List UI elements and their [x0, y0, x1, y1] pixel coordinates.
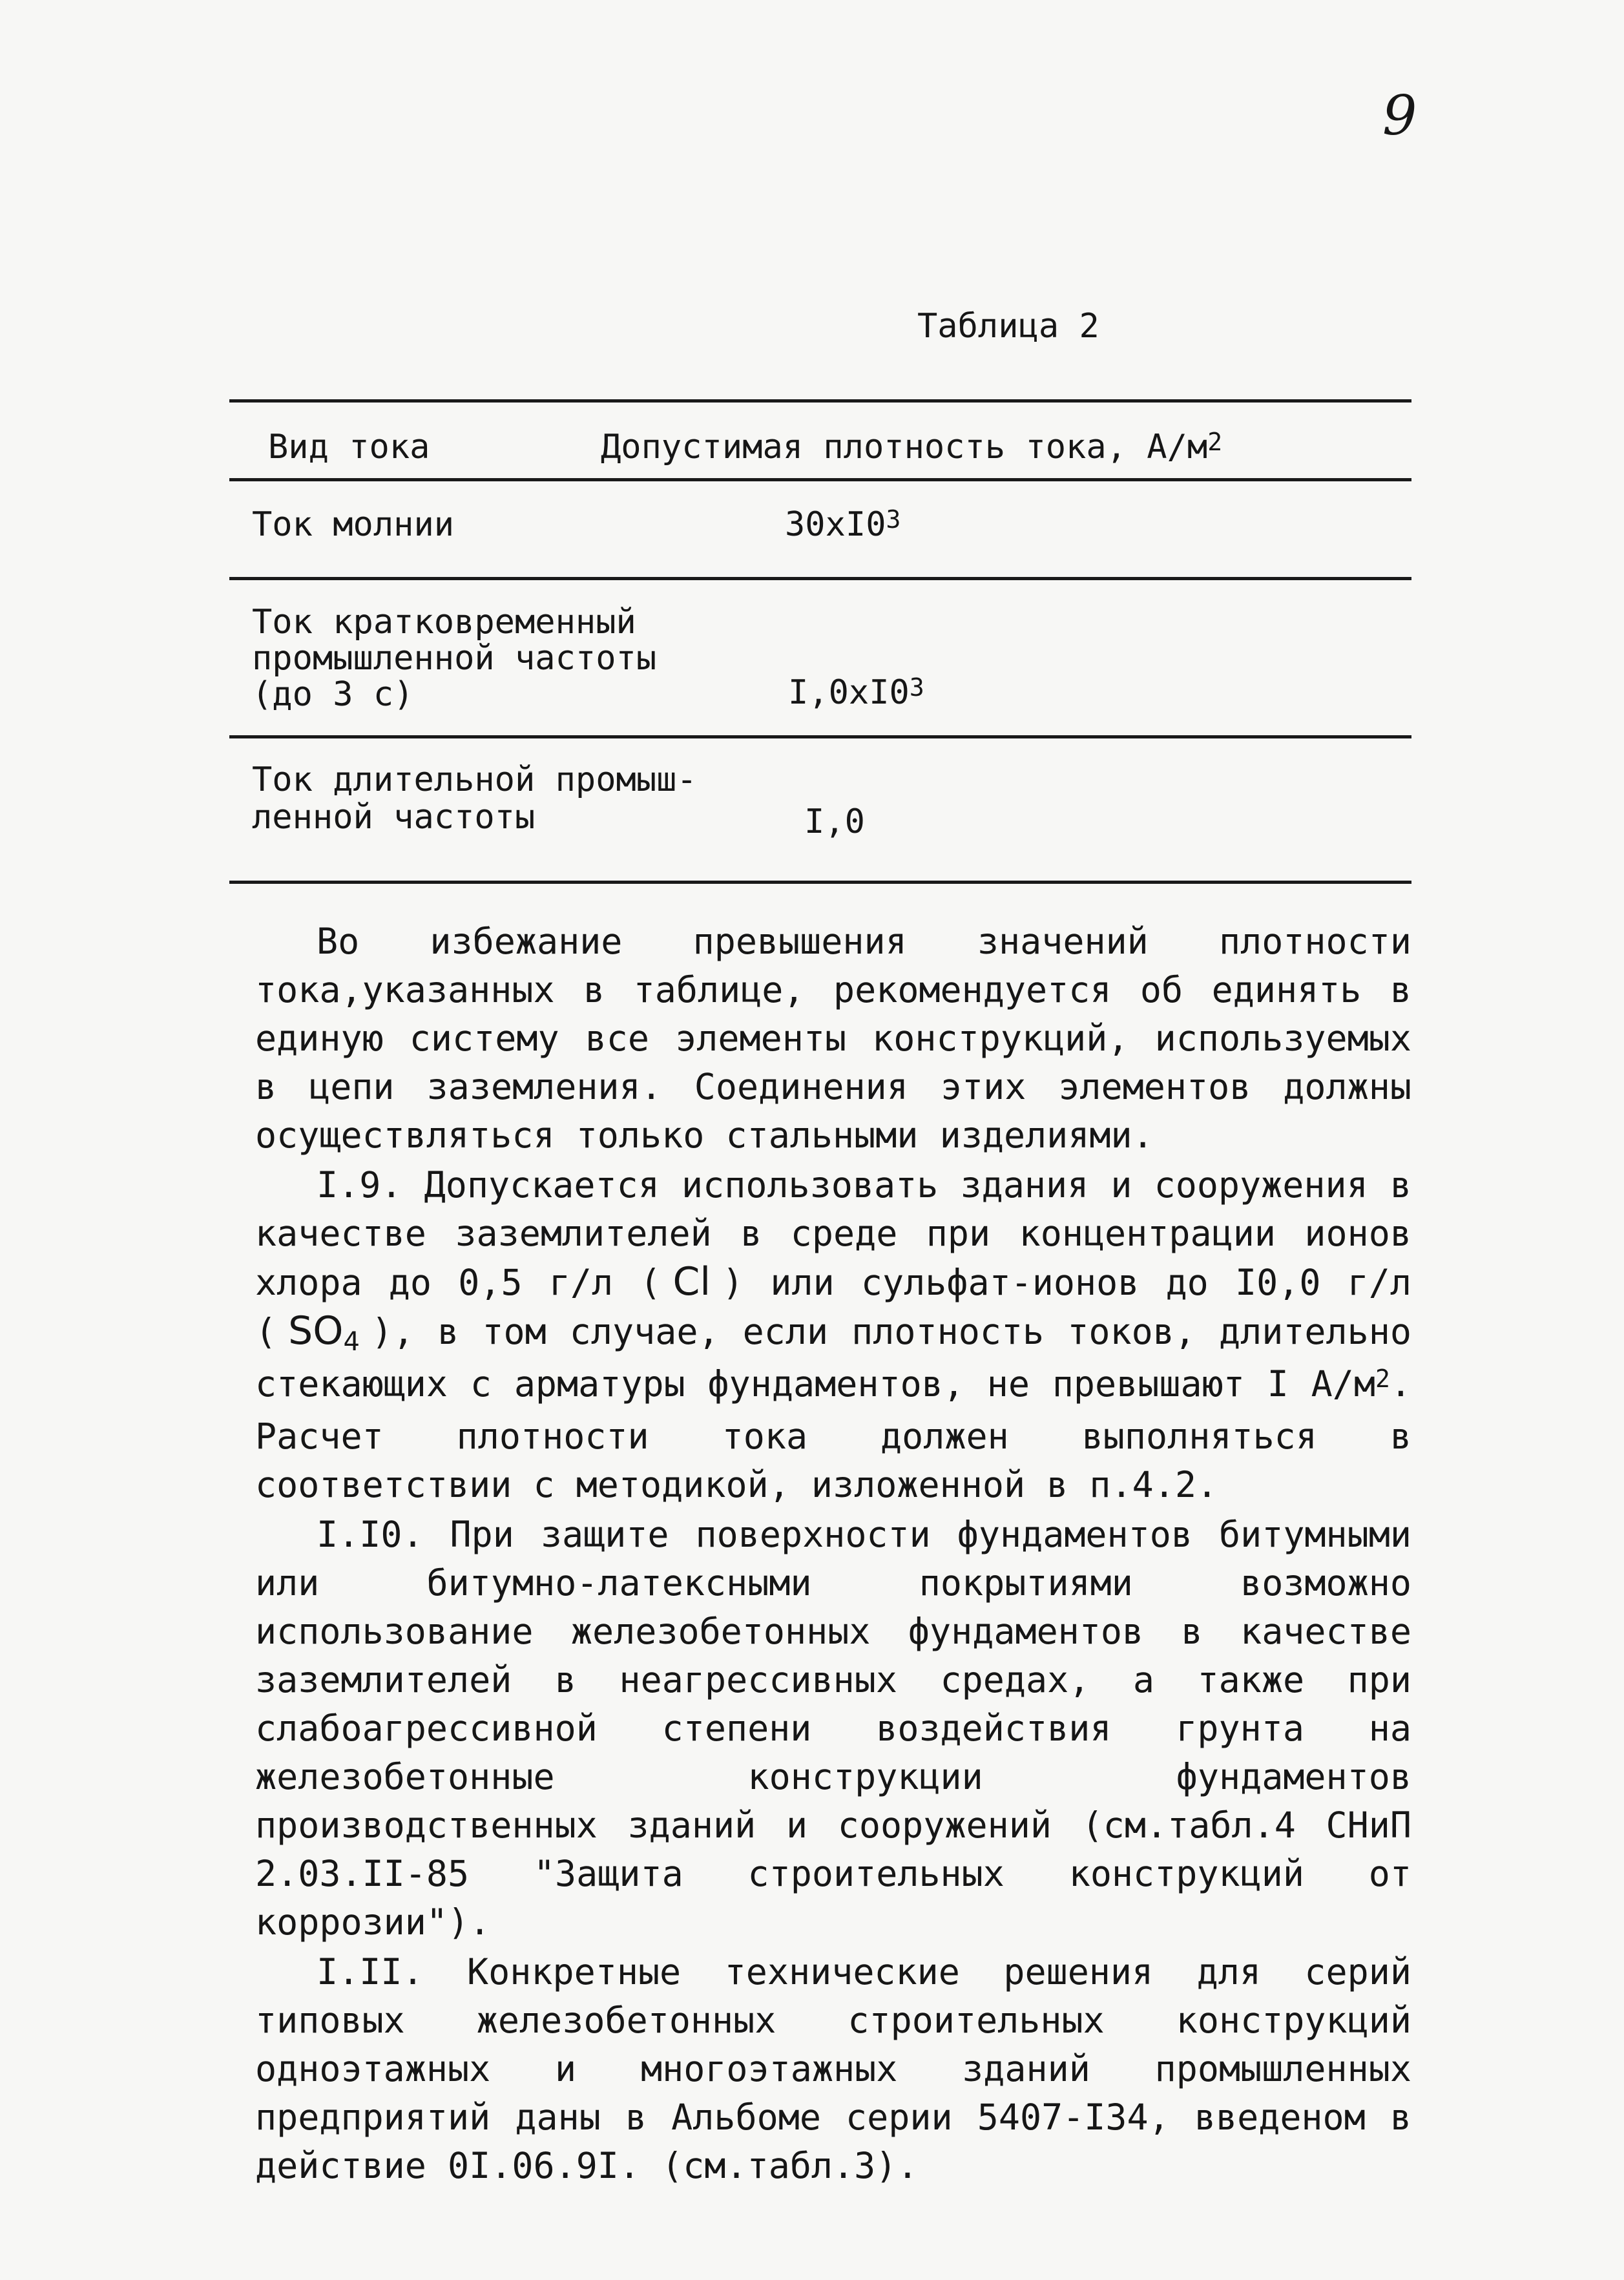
- table-row-2-value: [788, 672, 924, 716]
- paragraph-text: . Расчет плотности тока должен выполняться в соответствии с методикой, изложенной в п.4.2.: [255, 1363, 1411, 1505]
- paragraph-1: Во избежание превышения значений плотности тока,указанных в таблице, рекомендуется об единять в единую систему все элементы конструкций, используемых в цепи заземления. Соединения этих элементов должны осуществляться только стальными изделиями.: [255, 921, 1411, 1156]
- table-header-density-exponent: 2: [1207, 428, 1223, 456]
- table-row-rule: [229, 577, 1411, 580]
- paragraph-text: ) или сульфат-ионов до I0,0 г/л (: [255, 1262, 1412, 1352]
- table-row-3-type: [252, 761, 697, 836]
- table-caption: Таблица 2: [917, 307, 1099, 346]
- page-number: 9: [1382, 84, 1417, 147]
- body-text: [255, 917, 1411, 2191]
- table-row-3-value: [804, 801, 865, 842]
- table-header-density: [601, 426, 1222, 470]
- table-row-rule: [229, 735, 1411, 738]
- sulfate-formula-subscript: 4: [343, 1327, 360, 1357]
- table-header-density-label: Допустимая плотность тока, А/м: [601, 428, 1208, 466]
- paragraph-1-11: I.II. Конкретные технические решения для серий типовых железобетонных строительных конструкций одноэтажных и многоэтажных зданий промышленных предприятий даны в Альбоме серии 5407-I34, введеном в действие 0I.06.9I. (см.табл.3).: [255, 1951, 1411, 2186]
- table-cell-line: Ток молнии: [252, 505, 455, 544]
- paragraph-text: I.9. Допускается использовать здания и сооружения в качестве заземлителей в среде при концентрации ионов хлора до 0,5 г/л (: [255, 1164, 1411, 1303]
- table-header-type: Вид тока: [268, 428, 430, 466]
- table-cell-line: Ток длительной промыш-: [252, 760, 697, 799]
- sulfate-formula: [276, 1308, 371, 1357]
- chloride-formula: Cl: [672, 1259, 711, 1304]
- sulfate-formula-base: SO: [288, 1308, 344, 1354]
- table-row-2-type: [252, 604, 656, 713]
- table-cell-line: ленной частоты: [252, 798, 536, 837]
- paragraph-1-10: I.I0. При защите поверхности фундаментов битумными или битумно-латексными покрытиями возможно использование железобетонных фундаментов в качестве заземлителей в неагрессивных средах, а также при слабоагрессивной степени воздействия грунта на железобетонные конструкции фундаментов производственных зданий и сооружений (см.табл.4 СНиП 2.03.II-85 "Защита строительных конструкций от коррозии").: [255, 1514, 1411, 1943]
- table-cell-line: (до 3 с): [252, 675, 414, 714]
- table-cell-exponent: 3: [909, 673, 924, 702]
- paragraph-1-9: [255, 1161, 1411, 1509]
- table-row-1-type: [252, 504, 454, 545]
- paragraph-text: ), в том случае, если плотность токов, длительно стекающих с арматуры фундаментов, не превышают I А/м: [255, 1311, 1411, 1405]
- table-bottom-rule: [229, 881, 1411, 884]
- table-top-rule: [229, 399, 1411, 403]
- table-cell-value: 30xI0: [785, 505, 886, 544]
- table-cell-line: Ток кратковременный: [252, 603, 636, 642]
- table-cell-value: I,0: [804, 802, 865, 841]
- table-cell-value: I,0xI0: [788, 673, 910, 712]
- unit-exponent: 2: [1375, 1365, 1390, 1393]
- table-row-1-value: [785, 504, 900, 548]
- table-cell-line: промышленной частоты: [252, 639, 657, 678]
- table-header-rule: [229, 478, 1411, 481]
- table-cell-exponent: 3: [886, 505, 901, 534]
